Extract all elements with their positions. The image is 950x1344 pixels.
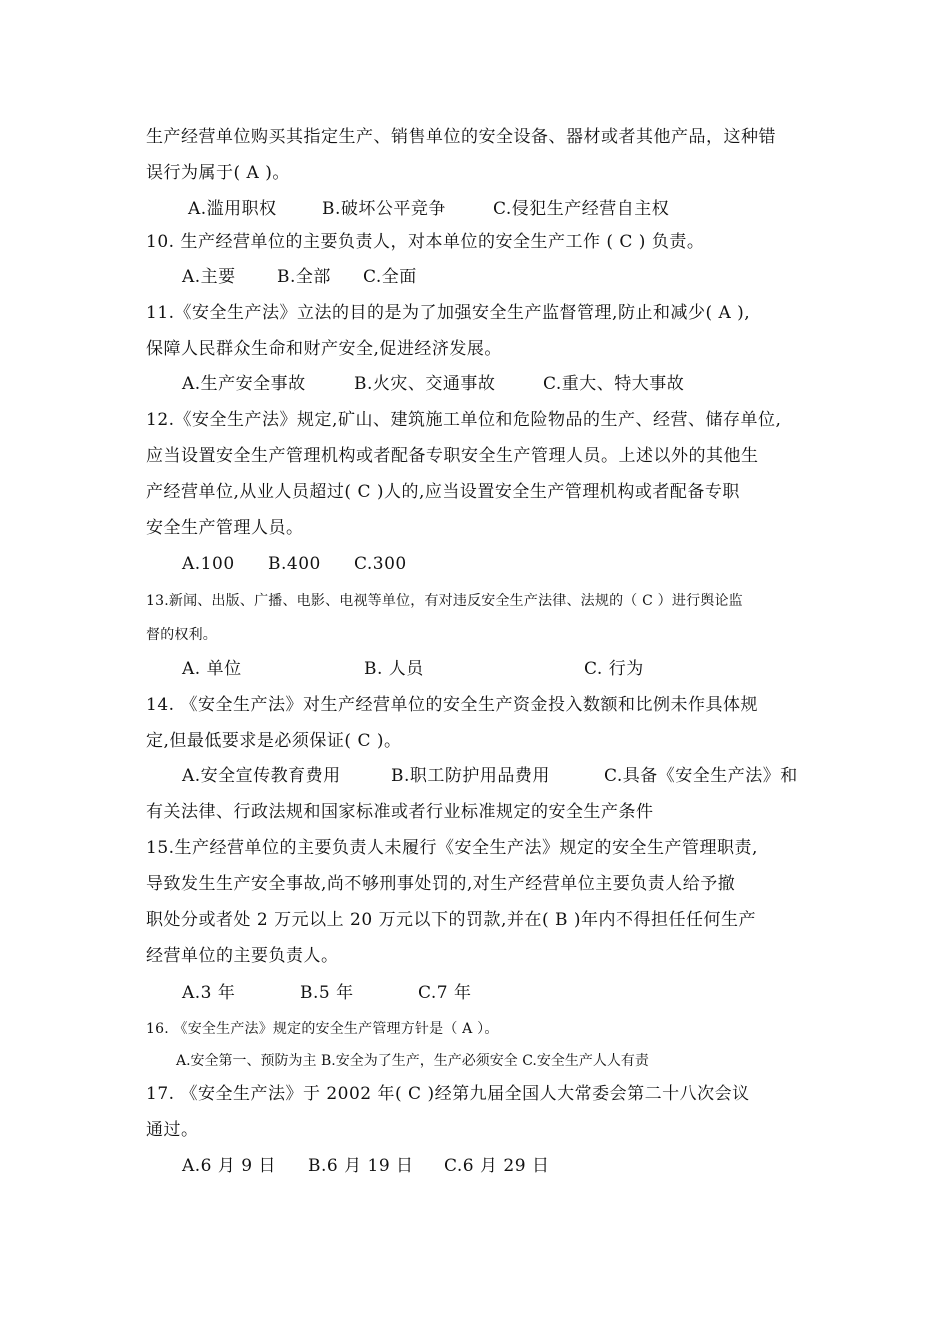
q11-option-c: C.重大、特大事故 (543, 374, 685, 394)
q12-text-line-1: 12.《安全生产法》规定,矿山、建筑施工单位和危险物品的生产、经营、储存单位, (146, 410, 782, 430)
q12-options (182, 553, 407, 575)
q16-text: 16. 《安全生产法》规定的安全生产管理方针是（ A ）。 (146, 1021, 499, 1037)
q14-text-line-1: 14. 《安全生产法》对生产经营单位的安全生产资金投入数额和比例未作具体规 (146, 695, 758, 715)
q14-options (182, 765, 798, 787)
q15-option-c: C.7 年 (418, 983, 472, 1003)
q10-option-a: A.主要 (182, 267, 236, 287)
q15-text-line-1: 15.生产经营单位的主要负责人未履行《安全生产法》规定的安全生产管理职责, (146, 838, 758, 858)
q11-options (182, 373, 684, 395)
q13-text-line-2: 督的权利。 (146, 627, 217, 643)
q12-text-line-4: 安全生产管理人员。 (146, 518, 304, 538)
q17-text-line-1: 17. 《安全生产法》于 2002 年( C )经第九届全国人大常委会第二十八次会议 (146, 1084, 750, 1104)
q16-options: A.安全第一、预防为主 B.安全为了生产，生产必须安全 C.安全生产人人有责 (176, 1053, 649, 1069)
q13-text-line-1: 13.新闻、出版、广播、电影、电视等单位，有对违反安全生产法律、法规的（ C ）进行舆论监 (146, 593, 743, 609)
q12-option-c: C.300 (354, 554, 407, 574)
q15-options (182, 982, 472, 1004)
q11-text-line-1: 11.《安全生产法》立法的目的是为了加强安全生产监督管理,防止和减少( A ), (146, 303, 751, 323)
q10-text: 10. 生产经营单位的主要负责人，对本单位的安全生产工作 ( C ) 负责。 (146, 232, 705, 252)
q14-option-c-continued: 有关法律、行政法规和国家标准或者行业标准规定的安全生产条件 (146, 802, 654, 822)
q9-option-b: B.破坏公平竞争 (322, 199, 446, 219)
q17-options (182, 1155, 549, 1177)
q17-text-line-2: 通过。 (146, 1120, 199, 1140)
q14-option-a: A.安全宣传教育费用 (182, 766, 341, 786)
q14-option-c: C.具备《安全生产法》和 (604, 766, 798, 786)
q17-option-c: C.6 月 29 日 (444, 1156, 550, 1176)
q11-option-b: B.火灾、交通事故 (354, 374, 496, 394)
q15-option-b: B.5 年 (300, 983, 354, 1003)
q9-option-c: C.侵犯生产经营自主权 (493, 199, 670, 219)
q11-text-line-2: 保障人民群众生命和财产安全,促进经济发展。 (146, 339, 502, 359)
q9-text-line-2: 误行为属于( A )。 (146, 163, 290, 183)
q15-text-line-4: 经营单位的主要负责人。 (146, 946, 339, 966)
q12-text-line-2: 应当设置安全生产管理机构或者配备专职安全生产管理人员。上述以外的其他生 (146, 446, 759, 466)
q9-text-line-1: 生产经营单位购买其指定生产、销售单位的安全设备、器材或者其他产品，这种错 (146, 127, 776, 147)
q9-option-a: A.滥用职权 (188, 199, 277, 219)
q10-option-c: C.全面 (363, 267, 417, 287)
q10-options (182, 266, 417, 288)
q15-text-line-2: 导致发生生产安全事故,尚不够刑事处罚的,对生产经营单位主要负责人给予撤 (146, 874, 736, 894)
q14-text-line-2: 定,但最低要求是必须保证( C )。 (146, 731, 402, 751)
q14-option-b: B.职工防护用品费用 (391, 766, 550, 786)
q9-options (188, 198, 669, 220)
q11-option-a: A.生产安全事故 (182, 374, 306, 394)
q12-text-line-3: 产经营单位,从业人员超过( C )人的,应当设置安全生产管理机构或者配备专职 (146, 482, 740, 502)
q15-option-a: A.3 年 (182, 983, 236, 1003)
q10-option-b: B.全部 (277, 267, 331, 287)
q12-option-b: B.400 (268, 554, 321, 574)
q12-option-a: A.100 (182, 554, 235, 574)
q13-option-a: A. 单位 (182, 659, 242, 679)
q13-option-c: C. 行为 (584, 659, 644, 679)
q13-option-b: B. 人员 (364, 659, 424, 679)
q13-options (182, 658, 644, 680)
q15-text-line-3: 职处分或者处 2 万元以上 20 万元以下的罚款,并在( B )年内不得担任任何生产 (146, 910, 757, 930)
q17-option-b: B.6 月 19 日 (308, 1156, 414, 1176)
q17-option-a: A.6 月 9 日 (182, 1156, 277, 1176)
